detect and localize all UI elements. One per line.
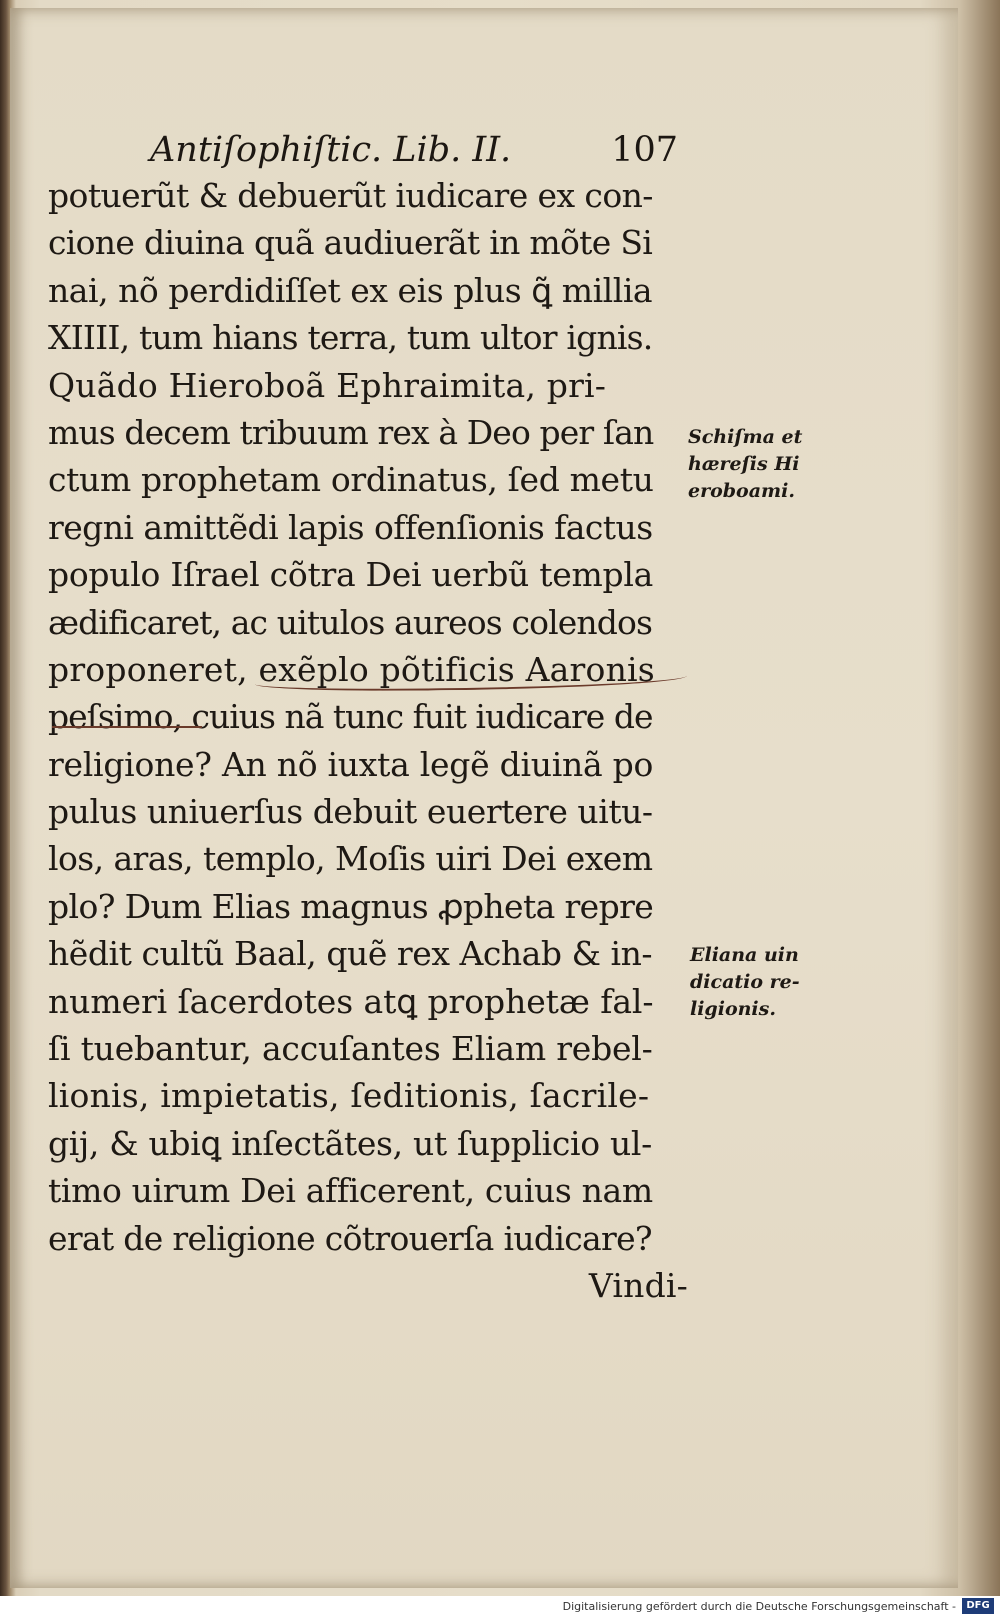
running-title: Antiſophiſtic. Lib. II. (150, 130, 512, 170)
text-line: Quãdo Hieroboã Ephraimita, pri- (48, 365, 607, 405)
margin-note-line: hæreſis Hi (688, 453, 800, 475)
text-line: religione? An nõ iuxta legẽ diuinã po (48, 744, 654, 784)
text-line: mus decem tribuum rex à Deo per ſan (48, 412, 654, 452)
margin-note-eliana (690, 942, 800, 1023)
text-line: pulus uniuerſus debuit euertere uitu- (48, 792, 653, 832)
text-line: populo Iſrael cõtra Dei uerbũ templa (48, 555, 653, 595)
text-line: nai, nõ perdidiſſet ex eis plus ꝗ̃ millia (48, 270, 653, 310)
margin-note-schisma (688, 424, 802, 505)
text-line: ædificaret, ac uitulos aureos colendos (48, 602, 653, 642)
text-line: los, aras, templo, Moſis uiri Dei exem (48, 839, 653, 879)
margin-note-line: ligionis. (690, 998, 776, 1020)
text-line: proponeret, exẽplo põtificis Aaronis (48, 649, 655, 689)
margin-note-line: dicatio re- (690, 971, 800, 993)
main-text-block (48, 172, 688, 1309)
text-line: erat de religione cõtrouerſa iudicare? (48, 1218, 652, 1258)
text-line: regni amittẽdi lapis offenſionis factus (48, 507, 653, 547)
handwritten-underline (52, 716, 202, 728)
text-line: lionis, impietatis, ſeditionis, ſacrile- (48, 1076, 650, 1116)
running-header (140, 130, 680, 176)
text-line: cione diuina quã audiuerãt in mõte Si (48, 223, 653, 263)
margin-note-line: eroboami. (688, 480, 795, 502)
text-line: ſi tuebantur, accuſantes Eliam rebel- (48, 1029, 653, 1069)
dfg-logo: DFG (962, 1598, 994, 1614)
text-line: peſsimo, cuius nã tunc fuit iudicare de (48, 697, 653, 737)
text-line: timo uirum Dei afficerent, cuius nam (48, 1171, 653, 1211)
text-line: potuerũt & debuerũt iudicare ex con- (48, 176, 653, 215)
margin-note-line: Eliana uin (690, 944, 799, 966)
text-line: plo? Dum Elias magnus ꝓpheta repre (48, 886, 654, 926)
page-number: 107 (611, 130, 678, 170)
digitization-credit: Digitalisierung gefördert durch die Deutsche Forschungsgemeinschaft - (562, 1600, 956, 1613)
text-line: ctum prophetam ordinatus, ſed metu (48, 460, 654, 500)
text-line: XIIII, tum hians terra, tum ultor ignis. (48, 318, 653, 358)
catchword: Vindi- (588, 1265, 688, 1305)
text-line: gij, & ubiꝗ inſectãtes, ut ſupplicio ul- (48, 1123, 652, 1163)
margin-note-line: Schiſma et (688, 426, 803, 448)
text-line: numeri ſacerdotes atꝗ prophetæ fal- (48, 981, 654, 1021)
text-line: hẽdit cultũ Baal, quẽ rex Achab & in- (48, 934, 653, 974)
